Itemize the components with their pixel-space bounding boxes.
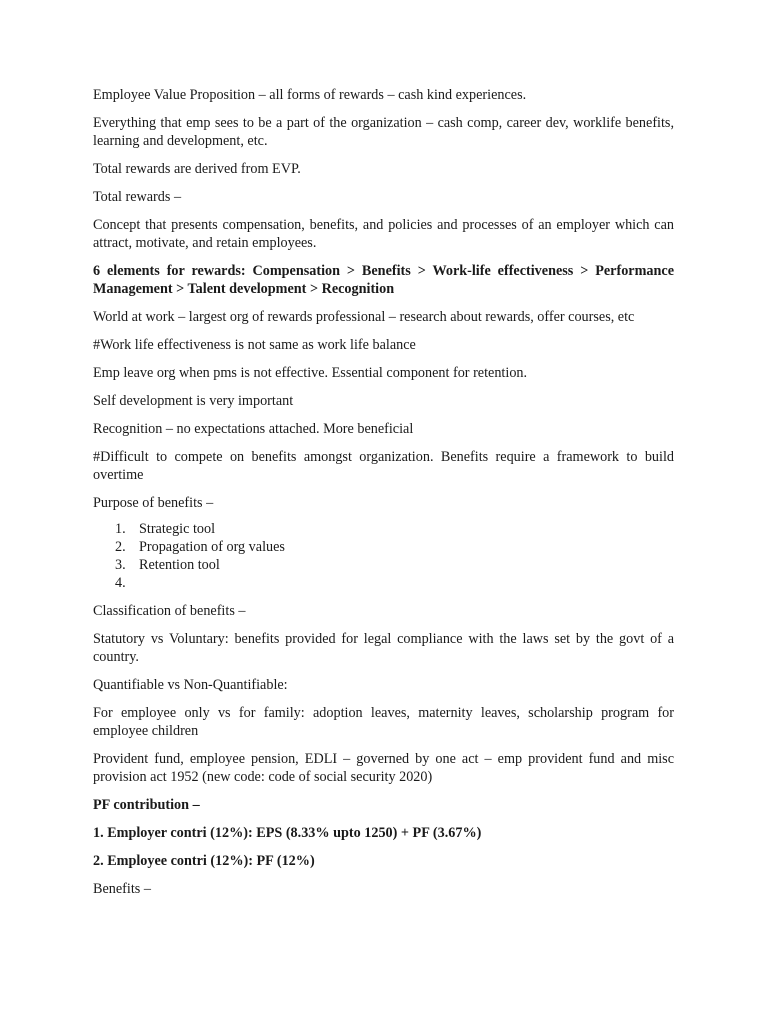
paragraph: Total rewards are derived from EVP.: [93, 161, 301, 177]
list-item-number: 1.: [115, 521, 126, 537]
paragraph: World at work – largest org of rewards professional – research about rewards, offer courses, etc: [93, 309, 635, 325]
paragraph: Quantifiable vs Non-Quantifiable:: [93, 677, 288, 693]
bold-paragraph: PF contribution –: [93, 797, 200, 813]
paragraph: Emp leave org when pms is not effective. Essential component for retention.: [93, 365, 528, 381]
paragraph: Recognition – no expectations attached. More beneficial: [93, 421, 414, 437]
paragraph: Everything that emp sees to be a part of the organization – cash comp, career dev, worklife benefits, learning and development, etc.: [93, 115, 674, 149]
numbered-list: [93, 520, 674, 592]
list-item-text: Propagation of org values: [139, 539, 285, 555]
paragraph: #Work life effectiveness is not same as work life balance: [93, 337, 416, 353]
list-item-text: Retention tool: [139, 557, 220, 573]
paragraph: #Difficult to compete on benefits amongst organization. Benefits require a framework to build overtime: [93, 449, 674, 483]
list-item: [93, 520, 674, 538]
list-item: [93, 556, 674, 574]
paragraph: Provident fund, employee pension, EDLI – governed by one act – emp provident fund and misc provision act 1952 (new code: code of social security 2020): [93, 751, 674, 785]
list-item-text: Strategic tool: [139, 521, 216, 537]
paragraph: Benefits –: [93, 881, 151, 897]
bold-paragraph: 2. Employee contri (12%): PF (12%): [93, 853, 315, 869]
paragraph: Employee Value Proposition – all forms of rewards – cash kind experiences.: [93, 87, 527, 103]
list-item: [93, 538, 674, 556]
paragraph: Classification of benefits –: [93, 603, 246, 619]
paragraph: Concept that presents compensation, benefits, and policies and processes of an employer which can attract, motivate, and retain employees.: [93, 217, 674, 251]
paragraph: Statutory vs Voluntary: benefits provided for legal compliance with the laws set by the govt of a country.: [93, 631, 674, 665]
list-item: [93, 574, 674, 592]
paragraph: Purpose of benefits –: [93, 495, 214, 511]
list-item-number: 3.: [115, 557, 126, 573]
list-item-number: 4.: [115, 575, 126, 591]
paragraph: For employee only vs for family: adoption leaves, maternity leaves, scholarship program for employee children: [93, 705, 674, 739]
bold-paragraph: 6 elements for rewards: Compensation > Benefits > Work-life effectiveness > Performance Management > Talent development > Recognition: [93, 263, 674, 297]
document-page: [93, 86, 674, 908]
bold-paragraph: 1. Employer contri (12%): EPS (8.33% upto 1250) + PF (3.67%): [93, 825, 482, 841]
paragraph: Self development is very important: [93, 393, 294, 409]
list-item-number: 2.: [115, 539, 126, 555]
paragraph: Total rewards –: [93, 189, 182, 205]
